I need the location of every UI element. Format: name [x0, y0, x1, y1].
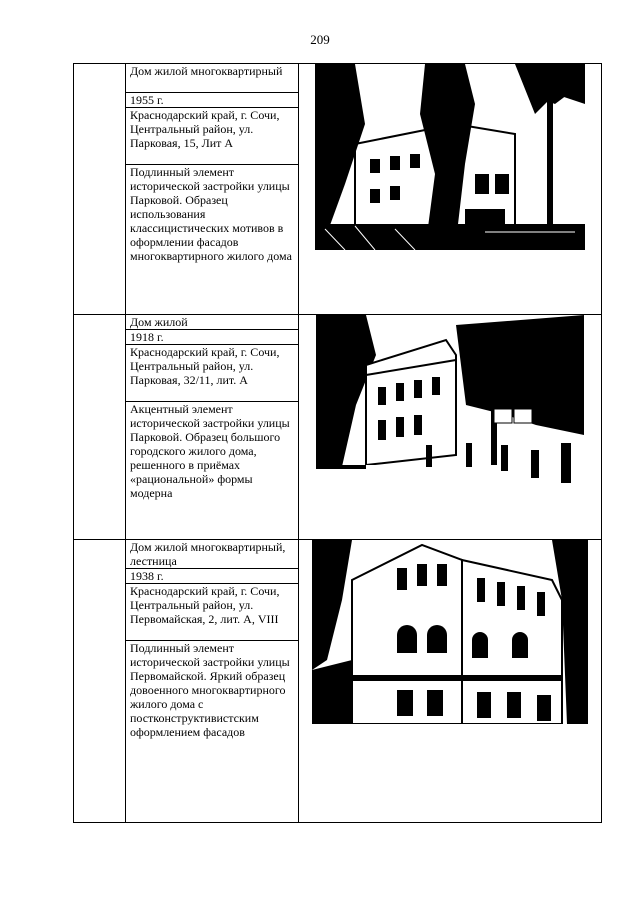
- number-cell: [74, 64, 126, 315]
- object-address: Краснодарский край, г. Сочи, Центральный район, ул. Парковая, 15, Лит А: [126, 108, 298, 165]
- building-photo: [315, 64, 585, 250]
- photo-cell: [299, 540, 602, 823]
- number-cell: [74, 540, 126, 823]
- object-address: Краснодарский край, г. Сочи, Центральный район, ул. Парковая, 32/11, лит. А: [126, 345, 298, 402]
- object-year: 1938 г.: [126, 569, 298, 584]
- info-cell: [126, 315, 299, 540]
- object-year: 1955 г.: [126, 93, 298, 108]
- table-row: [74, 64, 602, 315]
- table-row: [74, 540, 602, 823]
- building-photo: [316, 315, 584, 493]
- photo-cell: [299, 64, 602, 315]
- number-cell: [74, 315, 126, 540]
- page-number: 209: [310, 32, 330, 47]
- heritage-objects-table: [73, 63, 602, 823]
- info-cell: [126, 64, 299, 315]
- object-name: Дом жилой многоквартирный, лестница: [126, 540, 298, 569]
- table-row: [74, 315, 602, 540]
- object-address: Краснодарский край, г. Сочи, Центральный район, ул. Первомайская, 2, лит. А, VIII: [126, 584, 298, 641]
- object-name: Дом жилой: [126, 315, 298, 330]
- object-description: Подлинный элемент исторической застройки улицы Первомайской. Яркий образец довоенного многоквартирного жилого дома с постконструктивистским оформлением фасадов: [130, 641, 290, 739]
- object-description: Подлинный элемент исторической застройки улицы Парковой. Образец использования классицистических мотивов в оформлении фасадов многоквартирного жилого дома: [130, 165, 292, 263]
- photo-cell: [299, 315, 602, 540]
- object-description: Акцентный элемент исторической застройки улицы Парковой. Образец большого городского жилого дома, решенного в приёмах «рациональной» формы модерна: [130, 402, 290, 500]
- info-cell: [126, 540, 299, 823]
- building-photo: [312, 540, 588, 724]
- object-name: Дом жилой многоквартирный: [126, 64, 298, 93]
- object-year: 1918 г.: [126, 330, 298, 345]
